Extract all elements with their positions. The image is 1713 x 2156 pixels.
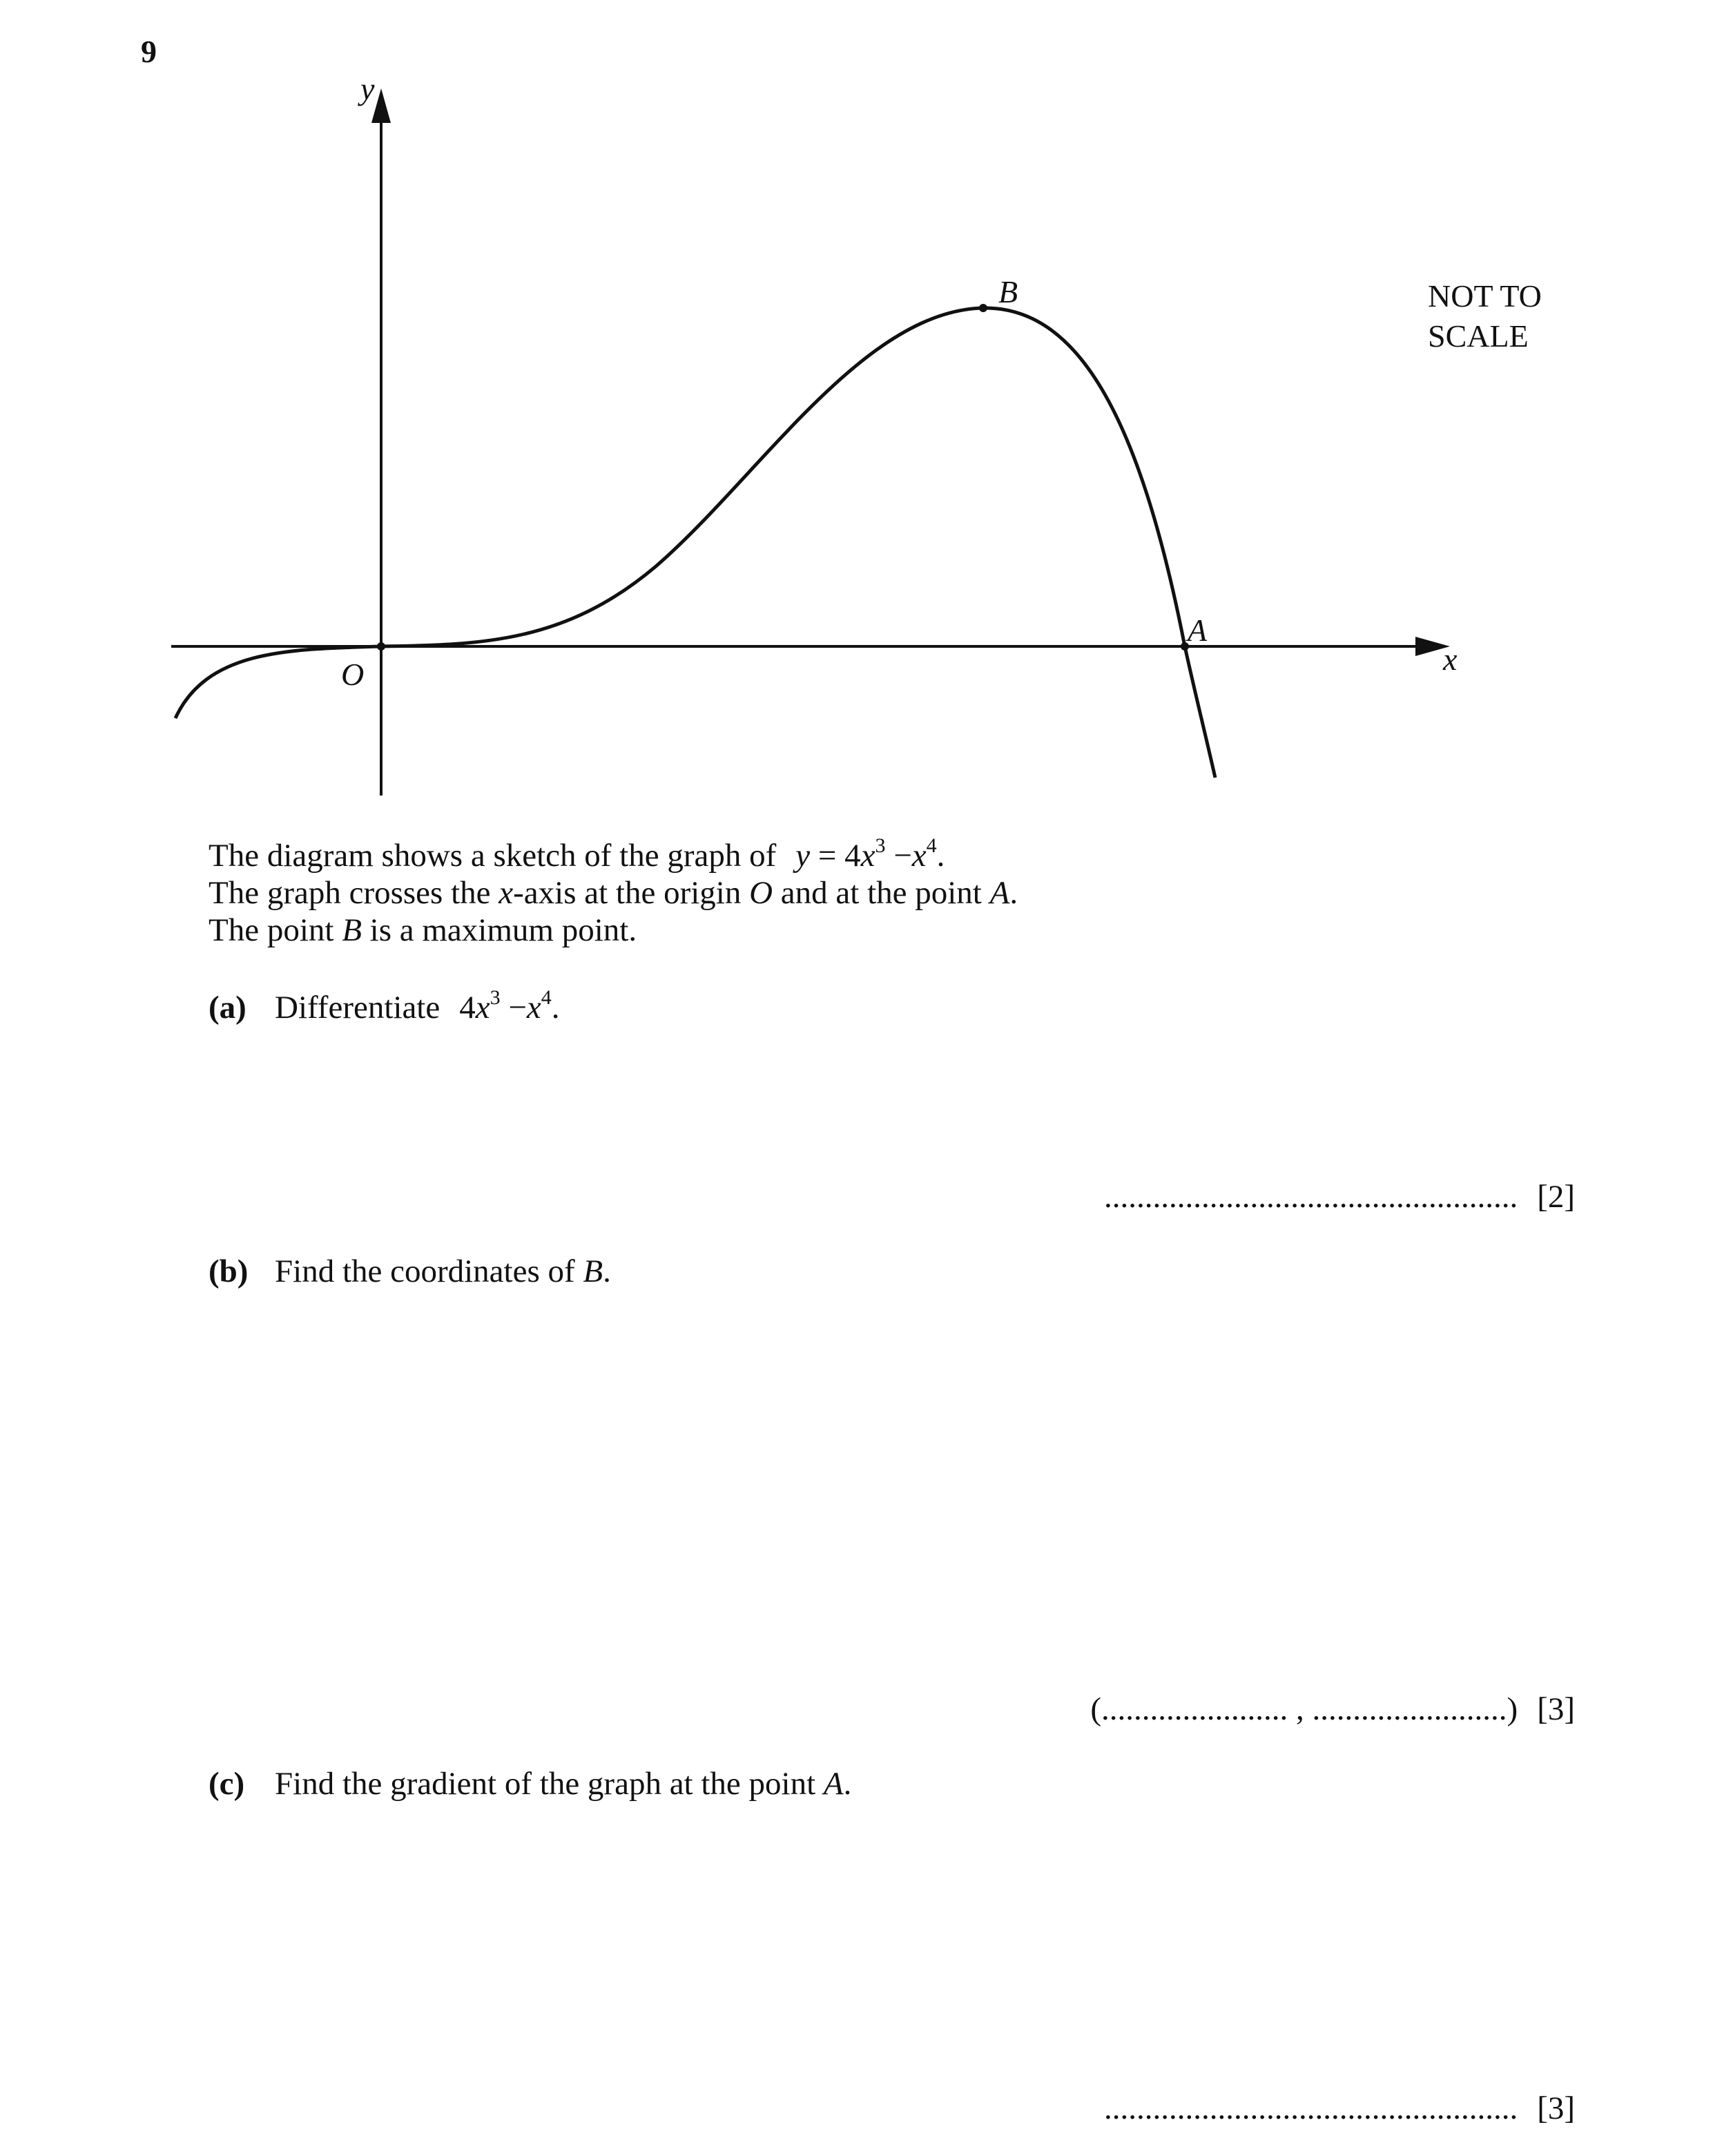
- part-b-answer-line[interactable]: (....................... , ........................): [1090, 1691, 1518, 1727]
- eq-minus: −: [885, 838, 912, 874]
- part-b-text-B: B: [583, 1253, 603, 1289]
- x-axis-label: x: [1443, 642, 1458, 677]
- part-a-answer-line[interactable]: ...................................................: [1103, 1179, 1518, 1215]
- intro-line-2-A: A: [989, 875, 1010, 911]
- part-c-question: [209, 1765, 851, 1802]
- note-line-2: SCALE: [1428, 318, 1529, 354]
- part-b-marks: [3]: [1537, 1691, 1575, 1727]
- part-b-text-a: Find the coordinates of: [275, 1253, 583, 1289]
- part-b-question: [209, 1253, 611, 1290]
- graph-diagram: [0, 0, 1713, 815]
- part-a-eq-minus: −: [500, 990, 527, 1026]
- intro-line-3-B: B: [342, 912, 362, 948]
- intro-line-2-o: O: [749, 875, 773, 911]
- eq-power-4: 4: [926, 834, 937, 857]
- part-c-marks: [3]: [1537, 2090, 1575, 2126]
- intro-line-2-b: -axis at the origin: [513, 875, 750, 911]
- part-b-text-b: .: [603, 1253, 611, 1289]
- graph-curve: [175, 308, 1215, 778]
- intro-line-2-c: and at the point: [773, 875, 990, 911]
- intro-line-2-d: .: [1009, 875, 1018, 911]
- part-a-text: Differentiate: [275, 990, 441, 1026]
- intro-line-3: [209, 912, 1018, 949]
- point-origin: [377, 642, 385, 651]
- question-intro: [209, 834, 1018, 949]
- intro-line-2-a: The graph crosses the: [209, 875, 499, 911]
- eq-x2: x: [911, 838, 927, 874]
- point-a-label: A: [1188, 613, 1208, 648]
- part-a-eq-end: .: [551, 990, 560, 1026]
- not-to-scale-note: [1428, 276, 1542, 356]
- eq-end: .: [936, 838, 945, 874]
- origin-label: O: [341, 657, 365, 692]
- part-a-question: [209, 986, 560, 1026]
- part-c-text-A: A: [823, 1766, 844, 1802]
- part-a-equation: [459, 986, 560, 1026]
- eq-y: y: [795, 838, 811, 874]
- part-a-eq-x1: x: [475, 990, 490, 1026]
- part-b-answer-row: [1090, 1691, 1575, 1728]
- part-a-eq-power-4: 4: [541, 986, 552, 1009]
- part-a-tag: (a): [209, 990, 246, 1026]
- point-b: [979, 304, 987, 312]
- intro-line-3-b: is a maximum point.: [361, 912, 637, 948]
- part-b-tag: (b): [209, 1253, 249, 1289]
- part-a-answer-row: [1104, 1178, 1575, 1215]
- eq-equals-4: = 4: [810, 838, 861, 874]
- intro-line-1-text: The diagram shows a sketch of the graph of: [209, 838, 777, 874]
- point-b-label: B: [998, 274, 1018, 309]
- intro-equation: [795, 834, 945, 874]
- part-c-answer-row: [1104, 2090, 1575, 2127]
- intro-line-2-x: x: [499, 875, 514, 911]
- part-c-answer-line[interactable]: ...................................................: [1103, 2090, 1518, 2126]
- intro-line-1: [209, 834, 1018, 874]
- intro-line-2: [209, 874, 1018, 912]
- note-line-1: NOT TO: [1428, 278, 1542, 314]
- question-number: 9: [141, 34, 157, 69]
- part-a-eq-x2: x: [526, 990, 541, 1026]
- part-a-eq-4: 4: [459, 990, 476, 1026]
- intro-line-3-a: The point: [209, 912, 342, 948]
- part-c-tag: (c): [209, 1766, 245, 1802]
- part-a-marks: [2]: [1537, 1179, 1575, 1215]
- part-c-text-b: .: [843, 1766, 852, 1802]
- part-a-eq-power-3: 3: [490, 986, 501, 1009]
- y-axis-label: y: [360, 71, 375, 106]
- eq-power-3: 3: [875, 834, 886, 857]
- part-c-text-a: Find the gradient of the graph at the point: [275, 1766, 824, 1802]
- eq-x1: x: [860, 838, 875, 874]
